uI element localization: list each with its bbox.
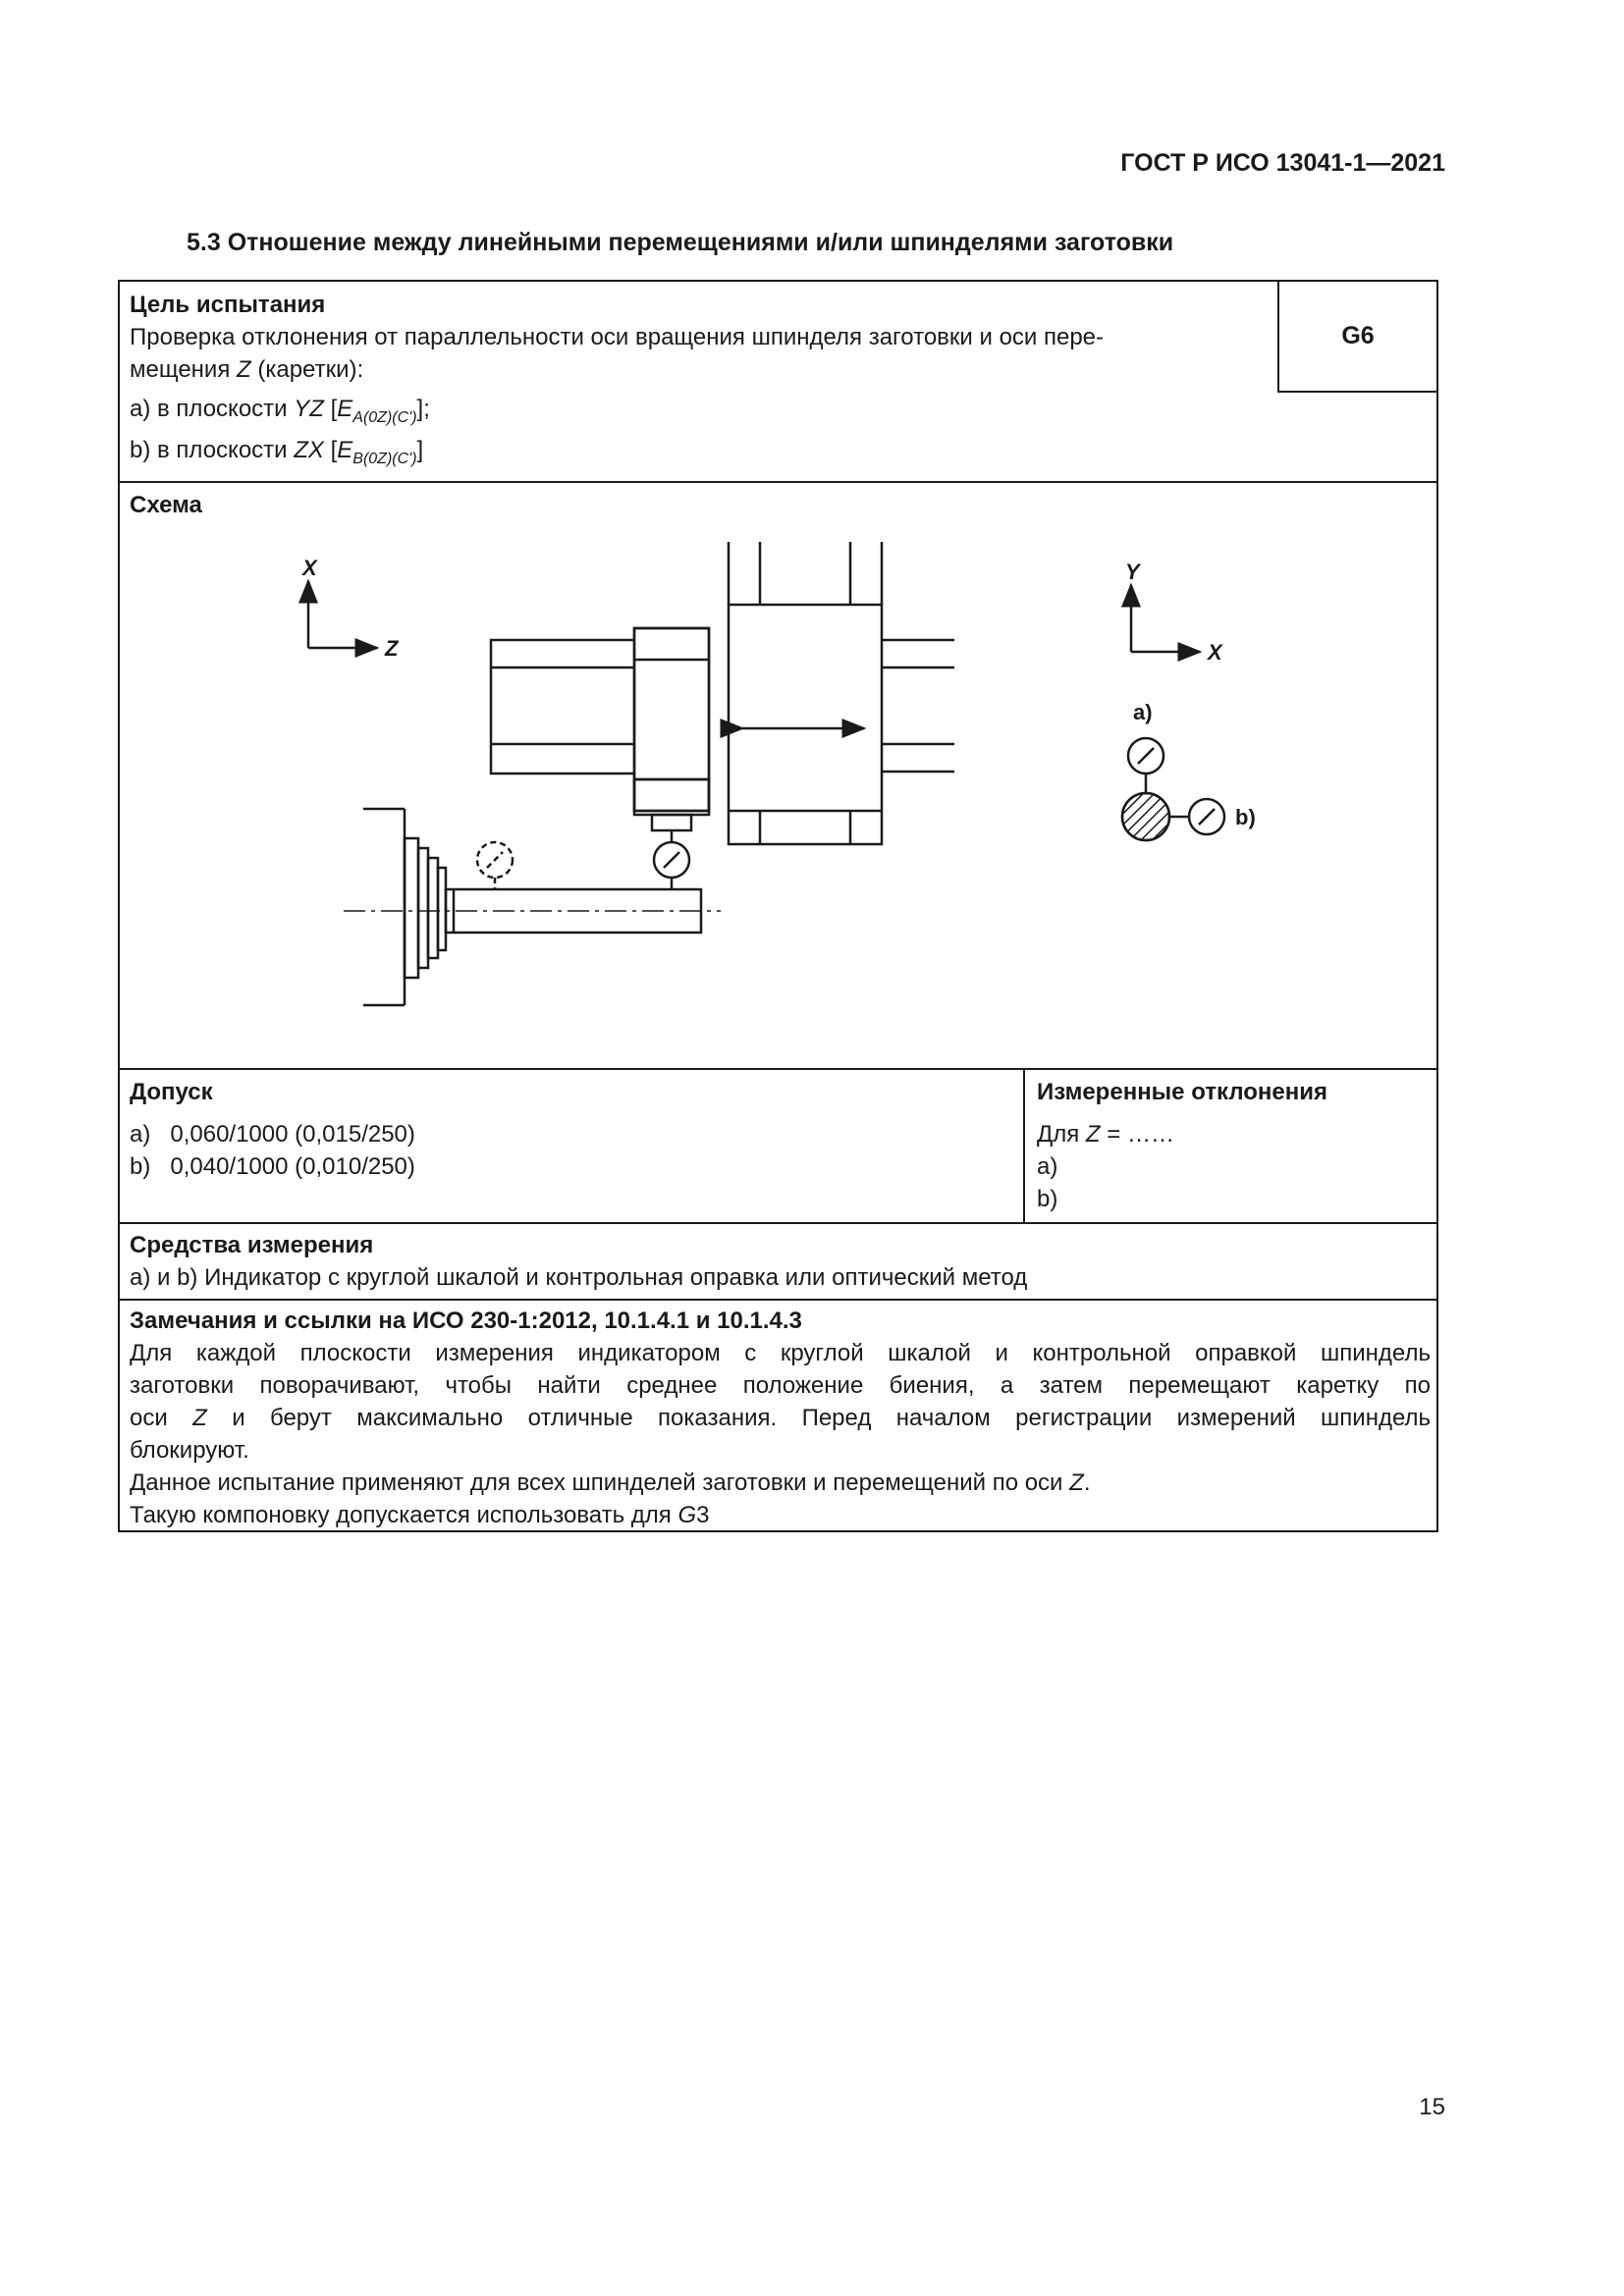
test-code: G6: [1341, 322, 1375, 349]
purpose-item-a: a) в плоскости YZ $[E_{A(0Z)(C')}]$;: [130, 396, 430, 426]
tolerance-heading: Допуск: [130, 1079, 213, 1105]
remarks-heading: Замечания и ссылки на ИСО 230-1:2012, 10.1.4.1 и 10.1.4.3: [130, 1308, 802, 1334]
label-b: b): [1235, 805, 1256, 829]
measured-b: b): [1037, 1186, 1058, 1212]
measured-heading: Измеренные отклонения: [1037, 1079, 1328, 1105]
scheme-diagram: [120, 483, 1436, 1068]
purpose-section: [120, 282, 1436, 481]
instruments-text: a) и b) Индикатор с круглой шкалой и контрольная оправка или оптический метод: [130, 1264, 1028, 1291]
axis-z-label: Z: [385, 636, 399, 661]
purpose-line-2: мещения Z (каретки):: [130, 356, 364, 383]
instruments-cell: [130, 1229, 1426, 1294]
tolerance-cell: [130, 1076, 1013, 1183]
remarks-line-6: Такую компоновку допускается использовать для G3: [130, 1502, 710, 1528]
remarks-section: [120, 1301, 1436, 1532]
measured-a: a): [1037, 1153, 1058, 1180]
spindle-chuck: [363, 809, 446, 1005]
page-number: 15: [1419, 2094, 1445, 2120]
remarks-line-2: заготовки поворачивают, чтобы найти среднее положение биения, а затем перемещают каретку по: [130, 1372, 1431, 1399]
tolerance-section: [120, 1070, 1436, 1222]
test-code-box: [1277, 282, 1436, 393]
axis-x-label: X: [302, 556, 317, 580]
measured-cell: [1037, 1076, 1430, 1215]
dial-indicator-alt: [477, 842, 513, 889]
label-a: a): [1133, 700, 1153, 724]
section-title: 5.3 Отношение между линейными перемещениями и/или шпинделями заготовки: [187, 229, 1174, 256]
document-code: ГОСТ Р ИСО 13041-1—2021: [1120, 149, 1445, 177]
column-divider: [1023, 1070, 1025, 1222]
purpose-item-b: b) в плоскости ZX $[E_{B(0Z)(C')}]$: [130, 437, 424, 467]
axis-y-label: Y: [1125, 560, 1140, 584]
test-card: [118, 280, 1438, 1532]
dial-indicator: [654, 842, 689, 889]
scheme-heading: Схема: [130, 492, 202, 518]
indicator-b: [1169, 799, 1224, 834]
remarks-line-3: оси Z и берут максимально отличные показания. Перед началом регистрации измерений шпиндель: [130, 1405, 1432, 1431]
guide-rails: [882, 640, 954, 772]
purpose-line-1: Проверка отклонения от параллельности оси вращения шпинделя заготовки и оси пере-: [130, 324, 1105, 350]
instruments-section: [120, 1224, 1436, 1299]
tolerance-a: a) 0,060/1000 (0,015/250): [130, 1121, 415, 1148]
purpose-heading: Цель испытания: [130, 292, 326, 318]
scheme-section: [120, 483, 1436, 1068]
carriage: [491, 628, 709, 830]
column: [729, 542, 882, 844]
axis-x2-label: X: [1208, 640, 1222, 665]
instruments-heading: Средства измерения: [130, 1232, 374, 1258]
remarks-cell: [130, 1305, 1431, 1531]
tolerance-b: b) 0,040/1000 (0,010/250): [130, 1153, 415, 1180]
indicator-a: [1128, 738, 1164, 793]
remarks-line-5: Данное испытание применяют для всех шпинделей заготовки и перемещений по оси Z.: [130, 1469, 1091, 1496]
remarks-line-1: Для каждой плоскости измерения индикатором с круглой шкалой и контрольной оправкой шпиндель: [130, 1340, 1431, 1366]
purpose-text: [130, 289, 1259, 475]
remarks-line-4: блокируют.: [130, 1437, 249, 1464]
measured-for-z: Для Z = ……: [1037, 1121, 1174, 1148]
